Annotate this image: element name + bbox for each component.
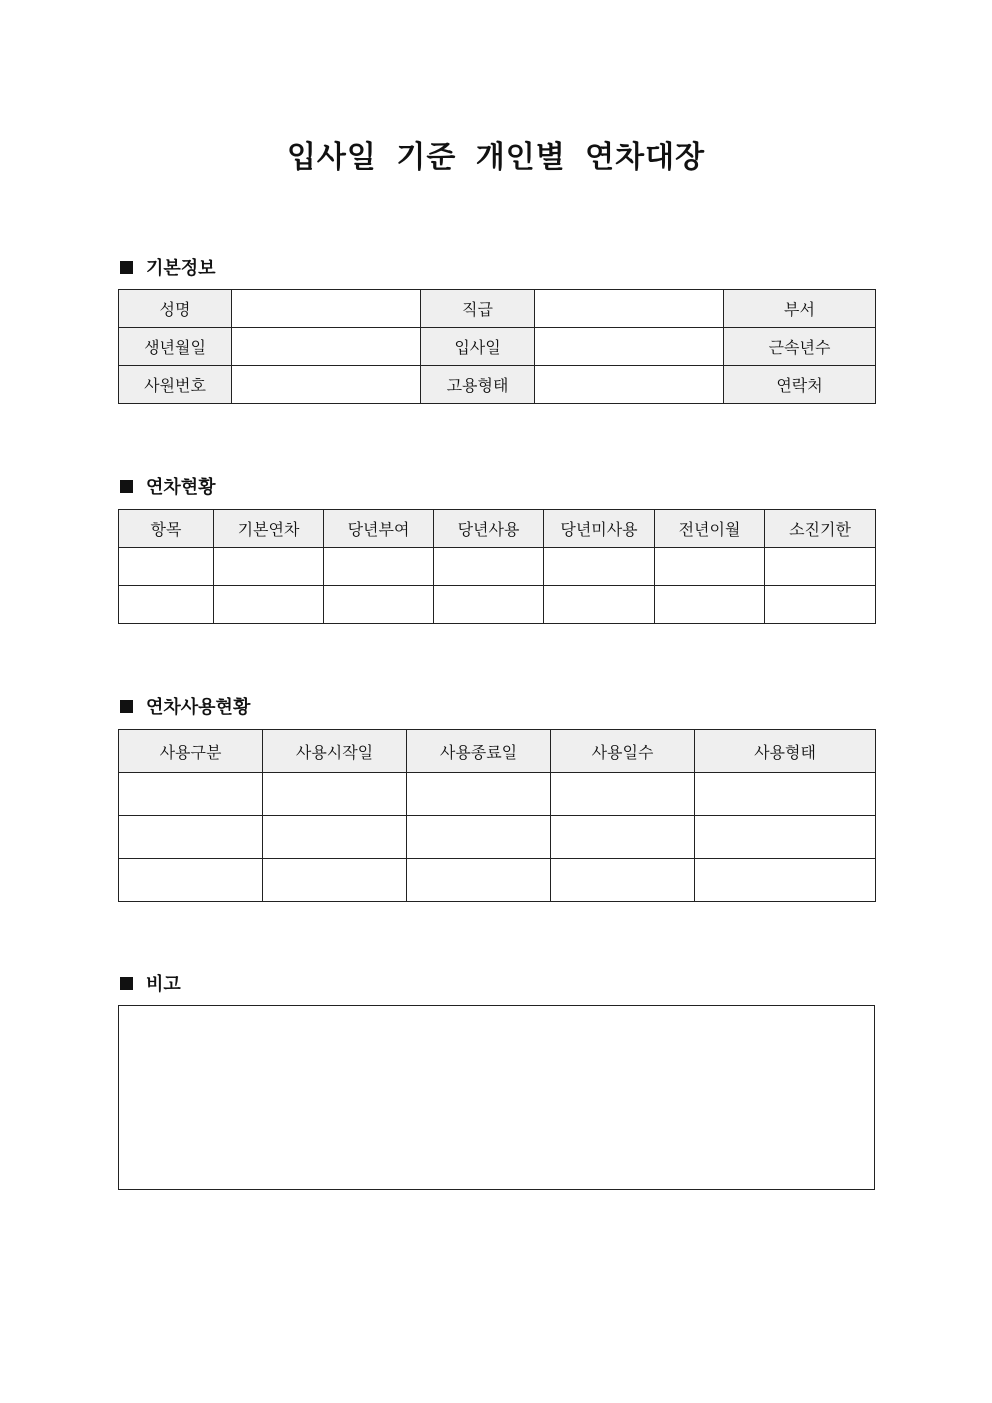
emp-type-field[interactable]	[535, 366, 724, 404]
table-cell[interactable]	[655, 548, 765, 586]
emp-type-label: 고용형태	[421, 366, 535, 404]
table-row	[119, 816, 876, 859]
hire-date-field[interactable]	[535, 328, 724, 366]
table-cell[interactable]	[765, 548, 876, 586]
table-cell[interactable]	[119, 859, 263, 902]
table-row	[119, 859, 876, 902]
rank-label: 직급	[421, 290, 535, 328]
table-cell[interactable]	[695, 859, 876, 902]
name-field[interactable]	[232, 290, 421, 328]
column-header: 당년사용	[434, 510, 544, 548]
emp-no-label: 사원번호	[119, 366, 232, 404]
table-cell[interactable]	[695, 816, 876, 859]
leave-usage-table	[118, 729, 876, 902]
column-header: 항목	[119, 510, 214, 548]
table-cell[interactable]	[214, 548, 324, 586]
table-header-row	[119, 510, 876, 548]
section-status-heading	[120, 473, 216, 499]
table-cell[interactable]	[407, 773, 551, 816]
table-cell[interactable]	[119, 816, 263, 859]
table-row	[119, 586, 876, 624]
column-header: 당년미사용	[544, 510, 655, 548]
table-cell[interactable]	[263, 773, 407, 816]
contact-label: 연락처	[724, 366, 876, 404]
table-cell[interactable]	[695, 773, 876, 816]
column-header: 전년이월	[655, 510, 765, 548]
table-cell[interactable]	[407, 816, 551, 859]
column-header: 기본연차	[214, 510, 324, 548]
column-header: 당년부여	[324, 510, 434, 548]
square-bullet-icon	[120, 480, 133, 493]
section-usage-label: 연차사용현황	[146, 697, 251, 718]
table-cell[interactable]	[324, 586, 434, 624]
table-cell[interactable]	[551, 816, 695, 859]
column-header: 소진기한	[765, 510, 876, 548]
table-row	[119, 366, 876, 404]
table-cell[interactable]	[214, 586, 324, 624]
table-cell[interactable]	[324, 548, 434, 586]
table-cell[interactable]	[655, 586, 765, 624]
birth-label: 생년월일	[119, 328, 232, 366]
column-header: 사용일수	[551, 730, 695, 773]
rank-field[interactable]	[535, 290, 724, 328]
tenure-label: 근속년수	[724, 328, 876, 366]
dept-label: 부서	[724, 290, 876, 328]
table-row	[119, 548, 876, 586]
square-bullet-icon	[120, 977, 133, 990]
table-cell[interactable]	[407, 859, 551, 902]
section-basic-heading	[120, 254, 216, 280]
square-bullet-icon	[120, 700, 133, 713]
table-cell[interactable]	[119, 586, 214, 624]
table-cell[interactable]	[119, 773, 263, 816]
emp-no-field[interactable]	[232, 366, 421, 404]
note-textarea[interactable]	[118, 1005, 875, 1190]
table-row	[119, 773, 876, 816]
table-cell[interactable]	[544, 586, 655, 624]
table-cell[interactable]	[119, 548, 214, 586]
table-header-row	[119, 730, 876, 773]
section-note-label: 비고	[146, 974, 181, 995]
section-basic-label: 기본정보	[146, 258, 216, 279]
column-header: 사용형태	[695, 730, 876, 773]
birth-field[interactable]	[232, 328, 421, 366]
page-title: 입사일 기준 개인별 연차대장	[286, 140, 706, 175]
basic-info-table	[118, 289, 876, 404]
table-cell[interactable]	[544, 548, 655, 586]
table-row	[119, 328, 876, 366]
table-cell[interactable]	[263, 859, 407, 902]
section-usage-heading	[120, 693, 250, 719]
table-cell[interactable]	[551, 773, 695, 816]
section-status-label: 연차현황	[146, 477, 216, 498]
table-cell[interactable]	[551, 859, 695, 902]
section-note-heading	[120, 970, 181, 996]
name-label: 성명	[119, 290, 232, 328]
column-header: 사용종료일	[407, 730, 551, 773]
table-cell[interactable]	[765, 586, 876, 624]
table-cell[interactable]	[434, 548, 544, 586]
hire-date-label: 입사일	[421, 328, 535, 366]
table-cell[interactable]	[434, 586, 544, 624]
table-cell[interactable]	[263, 816, 407, 859]
leave-status-table	[118, 509, 876, 624]
table-row	[119, 290, 876, 328]
column-header: 사용시작일	[263, 730, 407, 773]
square-bullet-icon	[120, 261, 133, 274]
column-header: 사용구분	[119, 730, 263, 773]
